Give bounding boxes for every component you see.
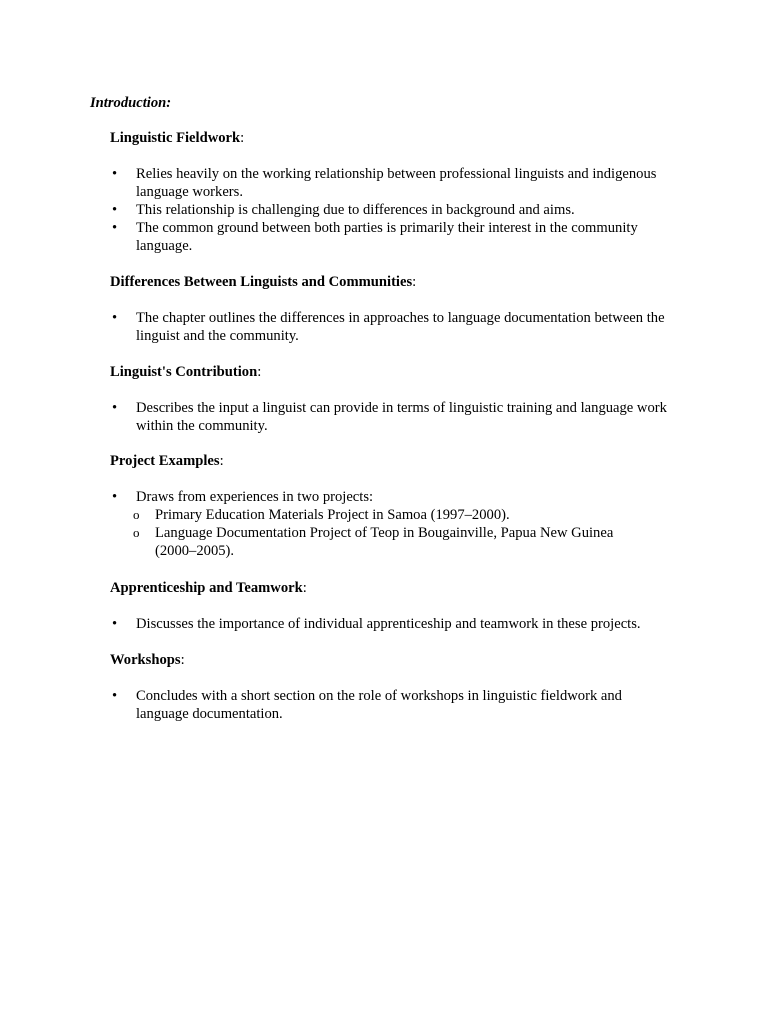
list-item-text: Relies heavily on the working relationship between professional linguists and indigenous language workers. [136, 166, 657, 200]
list-item [110, 615, 676, 633]
section-heading [110, 452, 690, 470]
bullet-list [110, 309, 690, 345]
heading-colon: : [302, 580, 307, 596]
heading-colon: : [219, 453, 224, 469]
sub-list-item [110, 506, 650, 524]
list-item-text: Draws from experiences in two projects: [136, 489, 374, 505]
section-heading [110, 129, 690, 147]
sub-list-item [110, 524, 650, 560]
list-item-text: The common ground between both parties is primarily their interest in the community language. [136, 220, 638, 254]
list-item [110, 309, 676, 345]
section-heading-text: Workshops [110, 652, 181, 668]
list-item [110, 488, 676, 506]
section-apprenticeship [110, 579, 690, 633]
bullet-list [110, 615, 690, 633]
list-item-text: Discusses the importance of individual apprenticeship and teamwork in these projects. [136, 616, 641, 632]
list-item [110, 399, 676, 435]
section-heading-text: Apprenticeship and Teamwork [110, 580, 303, 596]
circle-bullet-icon: o [133, 525, 140, 540]
section-heading [110, 363, 690, 381]
bullet-icon: • [112, 688, 118, 704]
bullet-list [110, 165, 690, 255]
section-workshops [110, 651, 690, 723]
intro-title: Introduction: [90, 95, 172, 111]
bullet-icon: • [112, 400, 118, 416]
section-linguistic-fieldwork [110, 129, 690, 255]
section-heading [110, 651, 690, 669]
list-item [110, 201, 676, 219]
heading-colon: : [257, 364, 262, 380]
section-heading-text: Linguistic Fieldwork [110, 130, 241, 146]
list-item [110, 219, 676, 255]
section-heading [110, 273, 690, 291]
list-item [110, 687, 676, 723]
section-heading-text: Project Examples [110, 453, 220, 469]
sub-list-item-text: Language Documentation Project of Teop in Bougainville, Papua New Guinea (2000–2005). [155, 525, 614, 559]
section-heading-text: Differences Between Linguists and Communities [110, 274, 413, 290]
bullet-list [110, 488, 690, 506]
sub-bullet-list [110, 506, 690, 560]
section-heading-text: Linguist's Contribution [110, 364, 258, 380]
section-linguist-contribution [110, 363, 690, 435]
sub-list-item-text: Primary Education Materials Project in Samoa (1997–2000). [155, 507, 510, 523]
bullet-icon: • [112, 310, 118, 326]
bullet-list [110, 399, 690, 435]
heading-colon: : [412, 274, 417, 290]
heading-colon: : [240, 130, 245, 146]
section-heading [110, 579, 690, 597]
section-differences [110, 273, 690, 345]
bullet-list [110, 687, 690, 723]
bullet-icon: • [112, 489, 118, 505]
list-item [110, 165, 676, 201]
list-item-text: This relationship is challenging due to differences in background and aims. [136, 202, 575, 218]
bullet-icon: • [112, 202, 118, 218]
circle-bullet-icon: o [133, 507, 140, 522]
bullet-icon: • [112, 166, 118, 182]
heading-colon: : [180, 652, 185, 668]
list-item-text: The chapter outlines the differences in approaches to language documentation between the linguist and the community. [136, 310, 665, 344]
bullet-icon: • [112, 220, 118, 236]
list-item-text: Describes the input a linguist can provide in terms of linguistic training and language work within the community. [136, 400, 667, 434]
bullet-icon: • [112, 616, 118, 632]
section-project-examples [110, 452, 690, 560]
list-item-text: Concludes with a short section on the role of workshops in linguistic fieldwork and language documentation. [136, 688, 622, 722]
